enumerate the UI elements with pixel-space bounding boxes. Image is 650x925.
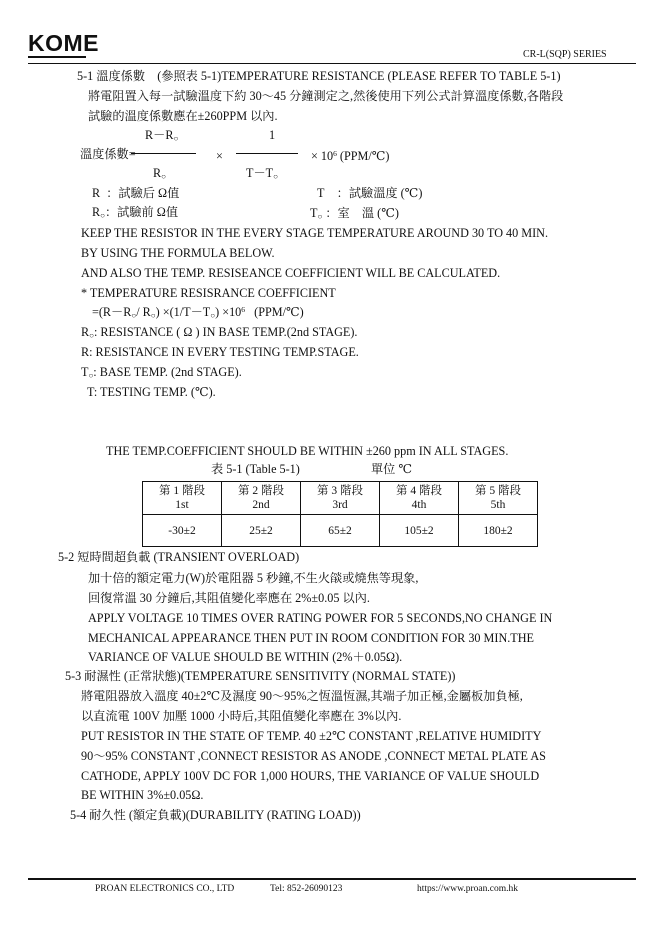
table-value-row	[143, 515, 538, 547]
footer-url: https://www.proan.com.hk	[417, 884, 518, 894]
var-t: T ：試驗溫度 (℃)	[317, 186, 423, 200]
section-5-1-en-line-3: AND ALSO THE TEMP. RESISEANCE COEFFICIENT WILL BE CALCULATED.	[81, 266, 501, 280]
def-t0: $T_○$: BASE TEMP. (2nd STAGE).	[81, 365, 242, 380]
series-label: CR-L(SQP) SERIES	[523, 49, 607, 60]
section-5-2-zh-line-1: 加十倍的額定電力(W)於電阻器 5 秒鐘,不生火燄或燒焦等現象,	[88, 571, 419, 585]
fraction-bar-2	[236, 153, 298, 154]
def-r: R: RESISTANCE IN EVERY TESTING TEMP.STAGE.	[81, 345, 359, 359]
section-5-3-en-line-3: CATHODE, APPLY 100V DC FOR 1,000 HOURS, THE VARIANCE OF VALUE SHOULD	[81, 769, 540, 783]
section-5-1-en-line-4: * TEMPERATURE RESISRANCE COEFFICIENT	[81, 286, 336, 300]
section-5-2-en-line-3: VARIANCE OF VALUE SHOULD BE WITHIN (2%＋0.05Ω).	[88, 650, 403, 664]
section-5-2-title: 5-2 短時間超負載 (TRANSIENT OVERLOAD)	[58, 550, 300, 564]
section-5-2-en-line-1: APPLY VOLTAGE 10 TIMES OVER RATING POWER FOR 5 SECONDS,NO CHANGE IN	[88, 611, 553, 625]
section-5-3-zh-line-2: 以直流電 100V 加壓 1000 小時后,其阻值變化率應在 3%以內.	[81, 709, 402, 723]
within-note: THE TEMP.COEFFICIENT SHOULD BE WITHIN ±260 ppm IN ALL STAGES.	[106, 444, 509, 458]
company-logo: KOME	[28, 30, 99, 56]
table-header-row	[143, 482, 538, 515]
var-r: R ：試驗后 Ω值	[92, 186, 180, 200]
table-header-cell: 第 5 階段 5th	[459, 482, 538, 515]
footer-company: PROAN ELECTRONICS CO., LTD	[95, 884, 235, 894]
table-header-cell: 第 4 階段 4th	[380, 482, 459, 515]
section-5-3-en-line-1: PUT RESISTOR IN THE STATE OF TEMP. 40 ±2℃ CONSTANT ,RELATIVE HUMIDITY	[81, 729, 542, 743]
formula-label: 溫度係數=	[80, 147, 136, 161]
table-cell: -30±2	[143, 515, 222, 547]
formula-numerator-1: $R-R_○$	[145, 128, 179, 143]
section-5-1-title: 5-1 溫度係數 (參照表 5-1)TEMPERATURE RESISTANCE (PLEASE REFER TO TABLE 5-1)	[77, 69, 561, 83]
var-t0: $T_○$ ：室 溫 (℃)	[310, 206, 399, 221]
section-5-2-zh-line-2: 回復常溫 30 分鐘后,其阻值變化率應在 2%±0.05 以內.	[88, 591, 370, 605]
footer-tel: Tel: 852-26090123	[270, 884, 343, 894]
section-5-4-title: 5-4 耐久性 (額定負載)(DURABILITY (RATING LOAD))	[70, 808, 361, 822]
section-5-1-zh-line-1: 將電阻置入每一試驗溫度下約 30～45 分鐘測定之,然後使用下列公式計算溫度係數,各階段	[88, 89, 564, 103]
table-header-cell: 第 2 階段 2nd	[222, 482, 301, 515]
formula-numerator-2: 1	[269, 128, 276, 142]
section-5-3-en-line-2: 90～95% CONSTANT ,CONNECT RESISTOR AS ANODE ,CONNECT METAL PLATE AS	[81, 749, 546, 763]
formula-times: ×	[216, 149, 223, 163]
coefficient-formula: $=(R-R_○/$ $R_○) \times(1/T-T_○) \times 10^6$ (PPM/℃)	[92, 305, 304, 320]
section-5-1-en-line-1: KEEP THE RESISTOR IN THE EVERY STAGE TEMPERATURE AROUND 30 TO 40 MIN.	[81, 226, 549, 240]
footer-rule	[28, 878, 636, 880]
section-5-1-zh-line-2: 試驗的溫度係數應在±260PPM 以內.	[88, 109, 278, 123]
table-unit: 單位 ℃	[371, 462, 413, 476]
formula-denominator-2: $T-T_○$	[246, 166, 278, 181]
def-t: T: TESTING TEMP. (℃).	[87, 385, 216, 399]
table-cell: 105±2	[380, 515, 459, 547]
section-5-1-en-line-2: BY USING THE FORMULA BELOW.	[81, 246, 275, 260]
stage-temperature-table	[142, 481, 538, 547]
header-rule	[28, 63, 636, 64]
table-header-cell: 第 1 階段 1st	[143, 482, 222, 515]
formula-factor: × $10^6$ (PPM/℃)	[311, 149, 390, 163]
table-cell: 25±2	[222, 515, 301, 547]
section-5-3-zh-line-1: 將電阻器放入溫度 40±2℃及濕度 90～95%之恆溫恆濕,其端子加正極,金屬板加負極,	[81, 689, 523, 703]
fraction-bar-1	[131, 153, 196, 154]
table-caption: 表 5-1 (Table 5-1)	[211, 462, 300, 476]
def-r0: $R_○$: RESISTANCE ( Ω ) IN BASE TEMP.(2nd STAGE).	[81, 325, 358, 340]
section-5-3-title: 5-3 耐濕性 (正常狀態)(TEMPERATURE SENSITIVITY (NORMAL STATE))	[65, 669, 456, 683]
table-cell: 65±2	[301, 515, 380, 547]
logo-underline	[28, 56, 86, 58]
formula-denominator-1: $R_○$	[153, 166, 166, 181]
section-5-3-en-line-4: BE WITHIN 3%±0.05Ω.	[81, 788, 204, 802]
table-cell: 180±2	[459, 515, 538, 547]
var-r0: $R_○$：試驗前 Ω值	[92, 205, 179, 220]
section-5-2-en-line-2: MECHANICAL APPEARANCE THEN PUT IN ROOM CONDITION FOR 30 MIN.THE	[88, 631, 534, 645]
table-header-cell: 第 3 階段 3rd	[301, 482, 380, 515]
